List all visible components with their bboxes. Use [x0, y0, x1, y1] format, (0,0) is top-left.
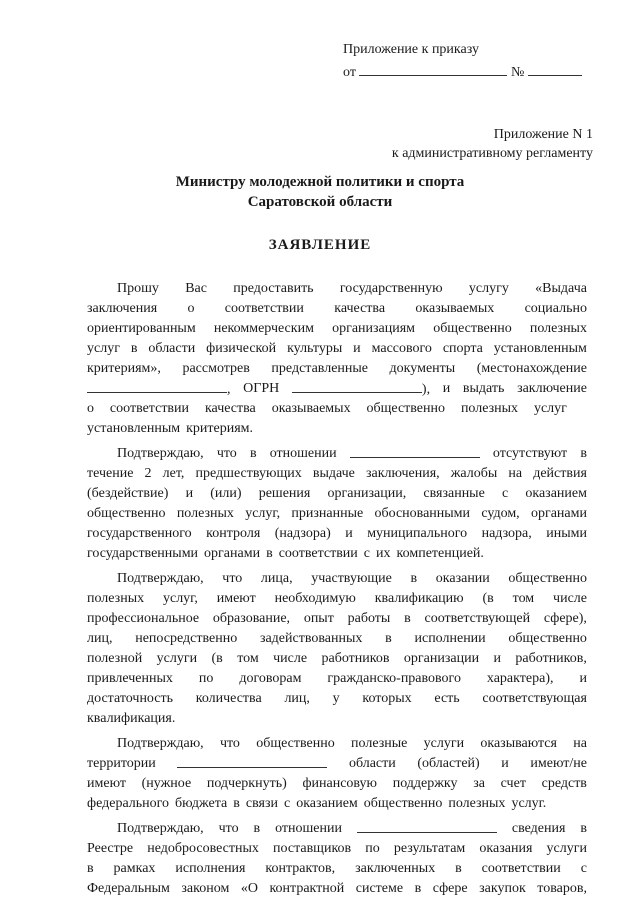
body-word: в: [580, 446, 587, 461]
body-word: том: [512, 591, 535, 606]
body-word: связи: [245, 796, 278, 811]
body-word: Подтверждаю,: [117, 446, 204, 461]
body-word: территории: [87, 756, 156, 771]
order-date-blank: [359, 62, 507, 76]
body-word: работников,: [515, 651, 587, 666]
body-word: документы: [389, 361, 456, 376]
body-word: о: [87, 401, 94, 416]
body-word: и: [442, 381, 451, 396]
fill-in-blank: [357, 819, 497, 840]
body-word: массового: [371, 341, 432, 356]
body-line: [87, 609, 587, 629]
body-word: с: [501, 486, 509, 501]
body-word: том: [237, 651, 259, 666]
body-word: (в: [211, 651, 223, 666]
body-word: поставщиков: [273, 841, 352, 856]
document-title: ЗАЯВЛЕНИЕ: [268, 237, 372, 253]
body-line: [87, 359, 587, 379]
body-word: соответствии: [109, 401, 190, 416]
body-word: культуры: [287, 341, 343, 356]
body-word: общественно: [363, 796, 443, 811]
body-line: [87, 484, 587, 504]
body-word: государственными: [87, 546, 199, 561]
body-word: и: [493, 651, 501, 666]
body-word: в: [410, 571, 418, 586]
body-word: финансовую: [302, 776, 378, 791]
body-word: Федеральным: [87, 881, 170, 896]
body-word: рамках: [113, 861, 156, 876]
body-word: соответствии: [278, 546, 358, 561]
body-word: Подтверждаю,: [117, 736, 204, 751]
body-word: отношении: [275, 821, 342, 836]
body-word: выдать: [462, 381, 505, 396]
body-word: выдаче: [312, 466, 355, 481]
body-word: и: [501, 756, 509, 771]
body-word: судом,: [481, 506, 520, 521]
body-word: сведения: [511, 821, 566, 836]
body-word: услугу: [468, 281, 509, 296]
body-word: в: [414, 881, 422, 896]
body-word: спорта: [442, 341, 483, 356]
body-word: (нужное: [141, 776, 192, 791]
body-word: общественно: [433, 321, 512, 336]
body-word: образование,: [212, 611, 291, 626]
body-word: государственную: [339, 281, 443, 296]
addressee-line-2: Саратовской области: [247, 194, 393, 210]
body-word: по: [198, 671, 214, 686]
body-word: лет,: [162, 466, 185, 481]
body-word: области: [148, 341, 196, 356]
body-word: в: [130, 341, 138, 356]
body-word: контрактной: [269, 881, 345, 896]
body-word: в: [266, 546, 273, 561]
order-number-label: №: [510, 65, 525, 80]
body-word: оказываемых: [271, 401, 351, 416]
body-word: иными: [546, 526, 587, 541]
body-line: [87, 774, 587, 794]
body-line: [87, 504, 587, 524]
body-word: контроля: [206, 526, 261, 541]
body-word: соответствии: [481, 861, 561, 876]
fill-in-blank: ),: [292, 379, 430, 400]
body-word: оказанием: [525, 486, 587, 501]
body-word: оказываемых: [415, 301, 495, 316]
body-word: недобросовестных: [147, 841, 259, 856]
body-word: и: [185, 486, 194, 501]
body-word: подчеркнуть): [206, 776, 287, 791]
body-word: непосредственно: [135, 631, 238, 646]
body-word: характера),: [486, 671, 554, 686]
body-word: ОГРН: [243, 381, 280, 396]
annex-number-label: Приложение N 1: [493, 127, 593, 142]
body-word: соответствующей: [424, 611, 531, 626]
body-word: представленные: [271, 361, 369, 376]
body-word: имеют/не: [530, 756, 587, 771]
body-line: [87, 689, 587, 709]
body-word: количества: [195, 691, 262, 706]
body-word: отсутствуют: [492, 446, 568, 461]
body-word: «О: [240, 881, 258, 896]
body-word: работников: [321, 651, 390, 666]
body-word: заключения: [87, 301, 158, 316]
body-word: и: [353, 341, 361, 356]
body-word: общественно: [256, 736, 335, 751]
body-word: общественно: [366, 401, 446, 416]
body-word: на: [573, 736, 587, 751]
body-word: числе: [553, 591, 587, 606]
body-line: [87, 649, 587, 669]
body-word: в: [580, 821, 587, 836]
body-word: общественно: [508, 631, 587, 646]
body-word: профессиональное: [87, 611, 200, 626]
body-word: гражданско-правового: [327, 671, 461, 686]
body-word: надзора,: [481, 526, 532, 541]
body-word: имеют: [216, 591, 256, 606]
body-word: полезных: [460, 401, 519, 416]
body-line: [117, 569, 587, 589]
body-word: числе: [273, 651, 308, 666]
body-word: ориентированным: [87, 321, 196, 336]
body-word: полезных: [87, 591, 145, 606]
body-word: заключения,: [366, 466, 440, 481]
body-line: [87, 629, 587, 649]
body-word: полезной: [87, 651, 143, 666]
body-word: физической: [206, 341, 277, 356]
body-word: области: [348, 756, 396, 771]
body-word: услуг,: [162, 591, 198, 606]
body-word: организациям: [332, 321, 416, 336]
body-word: (местонахождение: [476, 361, 587, 376]
body-word: достаточность: [87, 691, 173, 706]
body-line: [87, 794, 587, 814]
body-word: Прошу: [117, 281, 159, 296]
order-number-blank: [528, 62, 582, 76]
body-line: [87, 544, 587, 564]
body-word: необходимую: [274, 591, 356, 606]
body-word: организации: [403, 651, 480, 666]
body-word: контрактов,: [265, 861, 336, 876]
body-word: законом: [181, 881, 230, 896]
body-word: «Выдача: [535, 281, 587, 296]
body-word: услуг: [87, 341, 120, 356]
body-word: договорам: [239, 671, 302, 686]
body-word: лиц,: [87, 631, 113, 646]
body-word: оказанием: [296, 796, 358, 811]
body-word: органами: [530, 506, 587, 521]
body-word: (областей): [417, 756, 480, 771]
body-word: Подтверждаю,: [117, 571, 204, 586]
body-line: [87, 709, 587, 729]
body-word: предшествующих: [195, 466, 302, 481]
body-word: услуг.: [511, 796, 547, 811]
body-word: качества: [334, 301, 386, 316]
body-word: действия: [533, 466, 587, 481]
body-word: что: [216, 446, 237, 461]
body-line: [87, 754, 587, 775]
body-word: заключенных: [355, 861, 436, 876]
body-word: (бездействие): [87, 486, 169, 501]
body-word: в: [253, 821, 261, 836]
body-word: в: [87, 861, 94, 876]
body-word: соответствии: [224, 301, 304, 316]
body-word: обоснованными: [374, 506, 471, 521]
body-line: [87, 589, 587, 609]
body-word: средств: [541, 776, 587, 791]
order-from-label: от: [343, 65, 356, 80]
body-word: имеют: [87, 776, 126, 791]
body-word: исполнения: [175, 861, 246, 876]
body-word: в: [385, 631, 392, 646]
body-word: полезных: [529, 321, 587, 336]
body-word: 2: [144, 466, 152, 481]
body-word: квалификацию: [374, 591, 464, 606]
body-line: [87, 669, 587, 689]
body-word: системе: [355, 881, 404, 896]
body-line: [117, 279, 587, 299]
body-word: признанные: [291, 506, 364, 521]
body-word: у: [332, 691, 340, 706]
body-word: критериям.: [186, 421, 254, 436]
body-word: лица,: [260, 571, 293, 586]
body-word: о: [187, 301, 195, 316]
body-word: услуг: [533, 401, 567, 416]
body-word: услуги: [423, 736, 465, 751]
body-word: задействованных: [259, 631, 363, 646]
body-word: общественно: [87, 506, 166, 521]
body-word: социально: [524, 301, 587, 316]
fill-in-blank: ,: [87, 379, 231, 400]
body-word: которых: [362, 691, 412, 706]
body-word: услуги: [156, 651, 198, 666]
body-line: [87, 879, 587, 899]
body-word: полезных: [176, 506, 234, 521]
body-word: опыт: [303, 611, 334, 626]
body-line: [87, 839, 587, 859]
body-word: бюджета: [175, 796, 228, 811]
body-word: организации,: [327, 486, 407, 501]
body-line: [87, 524, 587, 544]
body-word: течение: [87, 466, 134, 481]
body-line: [117, 734, 587, 754]
body-word: установленным: [87, 421, 181, 436]
body-line: [117, 444, 587, 465]
body-word: предоставить: [233, 281, 314, 296]
body-word: услуги: [546, 841, 587, 856]
body-line: [87, 859, 587, 879]
fill-in-blank: [350, 444, 480, 465]
body-line: [87, 379, 587, 400]
body-word: критериям»,: [87, 361, 161, 376]
body-word: товаров,: [537, 881, 587, 896]
body-word: на: [508, 466, 523, 481]
body-word: Вас: [185, 281, 207, 296]
body-word: (или): [210, 486, 242, 501]
body-word: что: [222, 571, 243, 586]
body-word: общественно: [508, 571, 587, 586]
body-line: [87, 419, 587, 439]
body-word: (надзора): [274, 526, 331, 541]
addressee-line-1: Министру молодежной политики и спорта: [175, 174, 465, 190]
body-word: результатам: [393, 841, 466, 856]
body-word: исполнении: [414, 631, 486, 646]
body-word: поддержку: [392, 776, 458, 791]
annex-regulation-label: к административному регламенту: [391, 146, 593, 161]
order-annex-label: Приложение к приказу: [343, 42, 479, 57]
body-word: за: [473, 776, 485, 791]
body-word: оказания: [479, 841, 533, 856]
body-word: некоммерческим: [213, 321, 314, 336]
order-date-number-line: [343, 62, 582, 81]
body-word: отношении: [269, 446, 337, 461]
body-word: (в: [482, 591, 494, 606]
body-word: в: [249, 446, 257, 461]
body-word: есть: [434, 691, 460, 706]
fill-in-blank: [177, 754, 327, 775]
body-line: [87, 319, 587, 339]
body-word: государственного: [87, 526, 192, 541]
body-word: и: [579, 671, 587, 686]
body-word: муниципального: [367, 526, 468, 541]
body-word: Подтверждаю,: [117, 821, 204, 836]
body-word: их: [376, 546, 391, 561]
body-word: лиц,: [284, 691, 310, 706]
body-word: оказываются: [480, 736, 557, 751]
body-line: [87, 339, 587, 359]
body-word: что: [219, 736, 240, 751]
body-word: Реестре: [87, 841, 134, 856]
body-word: по: [365, 841, 380, 856]
body-word: в: [404, 611, 411, 626]
body-word: сфере: [432, 881, 468, 896]
body-word: полезные: [351, 736, 408, 751]
body-word: качества: [204, 401, 256, 416]
body-word: органами: [204, 546, 261, 561]
body-word: соответствующая: [482, 691, 587, 706]
body-line: [117, 819, 587, 840]
body-word: сфере),: [543, 611, 587, 626]
body-word: в: [233, 796, 240, 811]
body-word: и: [345, 526, 353, 541]
body-word: счет: [500, 776, 526, 791]
body-word: с: [283, 796, 291, 811]
body-word: работы: [347, 611, 391, 626]
body-word: услуг,: [245, 506, 281, 521]
body-word: полезных: [448, 796, 506, 811]
body-line: [87, 299, 587, 319]
body-word: федерального: [87, 796, 170, 811]
body-word: с: [580, 861, 587, 876]
body-word: оказании: [435, 571, 490, 586]
body-word: заключение: [517, 381, 587, 396]
body-word: привлеченных: [87, 671, 173, 686]
body-word: жалобы: [450, 466, 498, 481]
body-word: участвующие: [311, 571, 392, 586]
body-word: закупок: [479, 881, 526, 896]
body-word: связанные: [423, 486, 485, 501]
body-word: решения: [258, 486, 311, 501]
body-word: что: [218, 821, 239, 836]
body-word: рассмотрев: [182, 361, 250, 376]
body-word: установленным: [493, 341, 587, 356]
body-word: с: [363, 546, 371, 561]
body-line: [87, 464, 587, 484]
body-line: [87, 399, 567, 419]
body-word: в: [455, 861, 462, 876]
body-word: квалификация.: [87, 711, 176, 726]
body-word: компетенцией.: [396, 546, 484, 561]
